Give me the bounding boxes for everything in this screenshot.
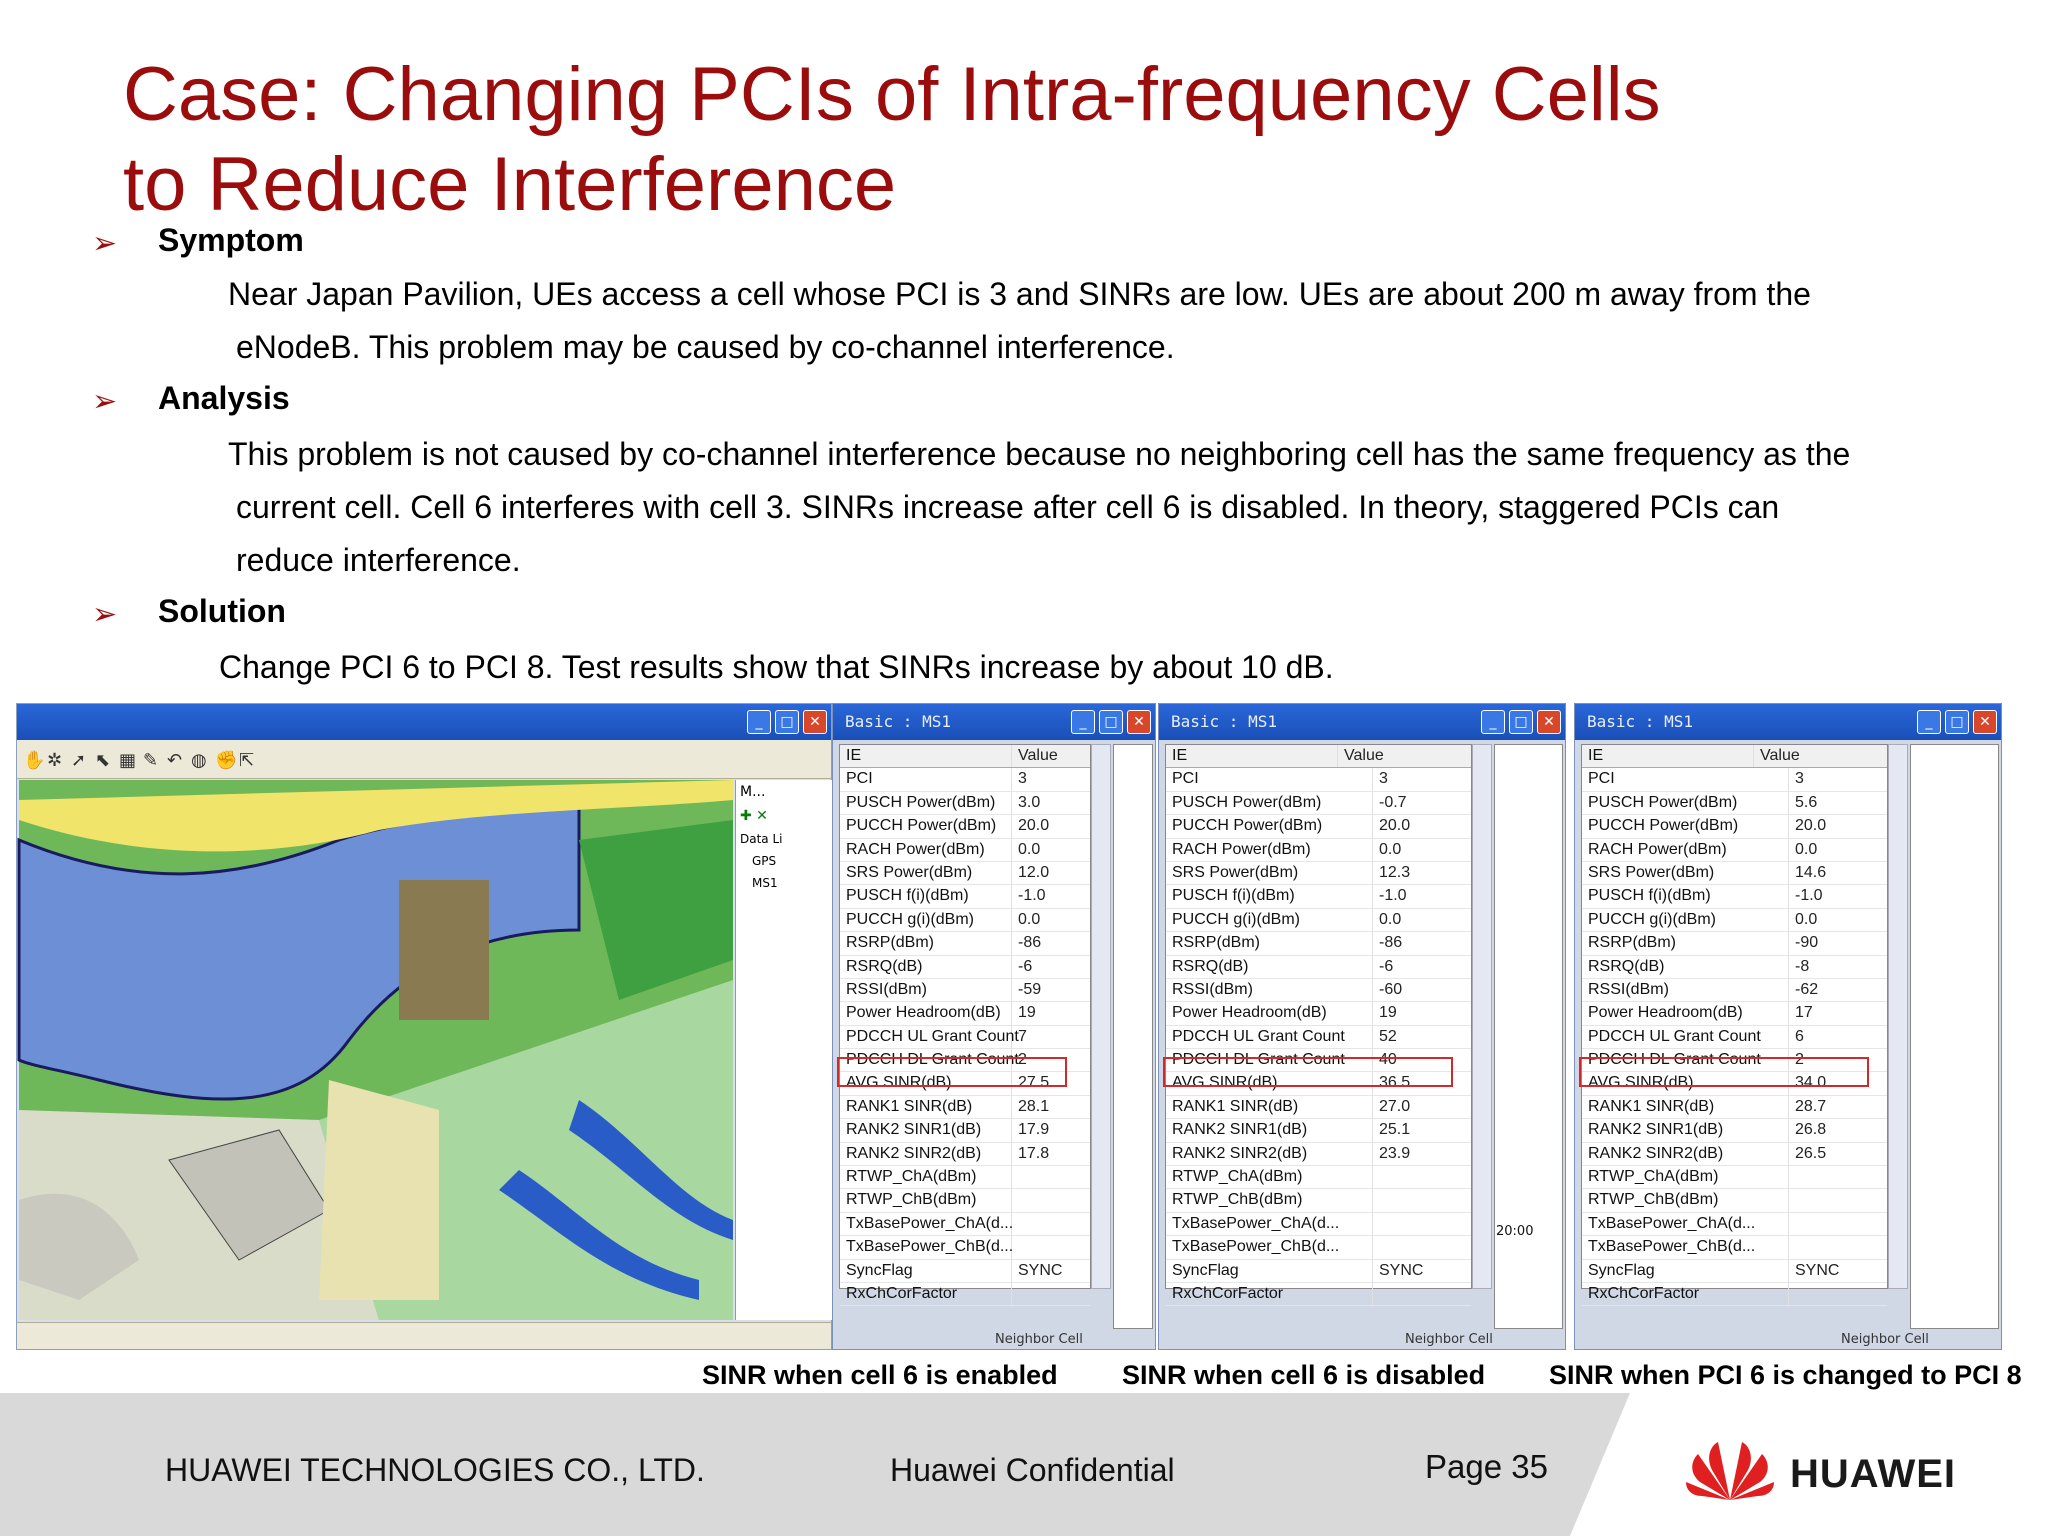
solution-line-1: Change PCI 6 to PCI 8. Test results show that SINRs increase by about 10 dB. (219, 649, 1334, 685)
ie-value-cell: 26.8 (1795, 1121, 1827, 1139)
table-row[interactable] (1582, 1283, 1887, 1306)
ie-name-cell: RxChCorFactor (1582, 1283, 1789, 1305)
ie-name-cell: RANK2 SINR1(dB) (1166, 1119, 1373, 1141)
table-row[interactable] (1166, 909, 1471, 932)
basic-panel-2 (1158, 703, 1566, 1350)
caption-cell6-enabled: SINR when cell 6 is enabled (702, 1360, 1058, 1390)
table-row[interactable] (840, 1119, 1090, 1142)
table-row[interactable] (1166, 1002, 1471, 1025)
ie-name-cell: RANK2 SINR2(dB) (840, 1143, 1012, 1165)
ie-value-cell: 0.0 (1379, 910, 1402, 928)
table-header-row (1166, 745, 1471, 768)
ie-value-cell: 19 (1379, 1004, 1397, 1022)
table-row[interactable] (1582, 1213, 1887, 1236)
bullet-arrow-icon: ➢ (92, 227, 118, 260)
ie-name-cell: RxChCorFactor (1166, 1283, 1373, 1305)
caption-cell6-disabled: SINR when cell 6 is disabled (1122, 1360, 1486, 1390)
column-header-ie[interactable]: IE (840, 745, 1012, 767)
table-row[interactable] (840, 1166, 1090, 1189)
footer-company: HUAWEI TECHNOLOGIES CO., LTD. (165, 1452, 705, 1488)
ie-value-cell: 17.9 (1018, 1121, 1050, 1139)
minimize-icon[interactable]: _ (1071, 710, 1095, 734)
close-icon[interactable]: ✕ (803, 710, 827, 734)
table-row[interactable] (1582, 1026, 1887, 1049)
ie-name-cell: Power Headroom(dB) (1582, 1002, 1789, 1024)
tree-item-gps[interactable]: GPS (752, 854, 777, 868)
table-row[interactable] (840, 1096, 1090, 1119)
ie-value-table (1581, 744, 1888, 1302)
ie-name-cell: PUSCH Power(dBm) (1166, 792, 1373, 814)
map-app-window (16, 703, 832, 1350)
ie-name-cell: RSRP(dBm) (840, 932, 1012, 954)
sinr-trend-graph (1910, 744, 1999, 1329)
ie-name-cell: RACH Power(dBm) (1582, 839, 1789, 861)
ie-name-cell: RTWP_ChA(dBm) (1166, 1166, 1373, 1188)
ie-name-cell: PDCCH UL Grant Count (1166, 1026, 1373, 1048)
maximize-icon[interactable]: □ (1099, 710, 1123, 734)
bullet-arrow-icon: ➢ (92, 598, 118, 631)
avg-sinr-highlight (1163, 1057, 1453, 1087)
ie-value-cell: 2 (1018, 1051, 1027, 1069)
symptom-line-1: Near Japan Pavilion, UEs access a cell whose PCI is 3 and SINRs are low. UEs are about 200 m away from the (228, 276, 1811, 312)
ie-name-cell: RSSI(dBm) (1582, 979, 1789, 1001)
ie-name-cell: PUSCH Power(dBm) (1582, 792, 1789, 814)
ie-name-cell: PDCCH UL Grant Count (840, 1026, 1012, 1048)
ie-value-cell: 0.0 (1018, 910, 1041, 928)
ie-value-cell: 17 (1795, 1004, 1813, 1022)
table-row[interactable] (1166, 815, 1471, 838)
data-tree-pane (735, 780, 846, 1320)
ie-value-cell: -59 (1018, 980, 1042, 998)
footer-page-number: Page 35 (1425, 1448, 1548, 1485)
table-row[interactable] (1166, 1260, 1471, 1283)
ie-value-cell (1012, 1236, 1018, 1258)
ie-value-cell: 20.0 (1018, 817, 1050, 835)
arrow-tool-icon[interactable]: ⇱ (239, 750, 255, 771)
ie-name-cell: PUCCH Power(dBm) (840, 815, 1012, 837)
ie-name-cell: RANK2 SINR1(dB) (1582, 1119, 1789, 1141)
ie-value-cell (1789, 1189, 1795, 1211)
ie-name-cell: PDCCH UL Grant Count (1582, 1026, 1789, 1048)
ie-value-cell: -62 (1795, 980, 1819, 998)
ie-value-cell: -8 (1795, 957, 1810, 975)
ie-name-cell: RACH Power(dBm) (1166, 839, 1373, 861)
ie-name-cell: SRS Power(dBm) (1166, 862, 1373, 884)
table-row[interactable] (1582, 932, 1887, 955)
ie-name-cell: PUSCH f(i)(dBm) (840, 885, 1012, 907)
ie-name-cell: PDCCH DL Grant Count (1582, 1049, 1789, 1071)
table-row[interactable] (840, 956, 1090, 979)
map-view[interactable] (19, 780, 733, 1320)
ie-name-cell: RACH Power(dBm) (840, 839, 1012, 861)
table-row[interactable] (840, 1213, 1090, 1236)
ie-value-cell (1789, 1213, 1795, 1235)
minimize-icon[interactable]: _ (1481, 710, 1505, 734)
basic-panel-3 (1574, 703, 2002, 1350)
table-row[interactable] (840, 839, 1090, 862)
ie-value-cell: 0.0 (1795, 840, 1818, 858)
table-row[interactable] (1166, 885, 1471, 908)
table-row[interactable] (1582, 979, 1887, 1002)
ie-name-cell: TxBasePower_ChB(d... (1582, 1236, 1789, 1258)
table-row[interactable] (1166, 768, 1471, 791)
ie-value-cell: -1.0 (1379, 887, 1407, 905)
symptom-text (228, 268, 2008, 374)
ie-value-cell: 2 (1795, 1051, 1804, 1069)
ie-name-cell: RSRP(dBm) (1582, 932, 1789, 954)
ie-value-cell: -1.0 (1018, 887, 1046, 905)
table-row[interactable] (1582, 1260, 1887, 1283)
ie-name-cell: RxChCorFactor (840, 1283, 1012, 1305)
ie-name-cell: RTWP_ChB(dBm) (1166, 1189, 1373, 1211)
table-row[interactable] (840, 1026, 1090, 1049)
ie-name-cell: Power Headroom(dB) (840, 1002, 1012, 1024)
undo-tool-icon[interactable]: ↶ (167, 750, 183, 771)
ie-name-cell: TxBasePower_ChB(d... (1166, 1236, 1373, 1258)
table-row[interactable] (1166, 979, 1471, 1002)
maximize-icon[interactable]: □ (1945, 710, 1969, 734)
table-row[interactable] (1582, 768, 1887, 791)
ie-value-cell: 5.6 (1795, 793, 1818, 811)
ie-value-cell: 14.6 (1795, 863, 1827, 881)
sinr-trend-graph (1494, 744, 1563, 1329)
ie-value-cell: -6 (1018, 957, 1033, 975)
table-row[interactable] (840, 1283, 1090, 1306)
ie-value-cell (1373, 1189, 1379, 1211)
move-tool-icon[interactable]: ✲ (47, 750, 63, 771)
ie-name-cell: RSSI(dBm) (1166, 979, 1373, 1001)
ie-name-cell: RTWP_ChB(dBm) (1582, 1189, 1789, 1211)
ie-value-cell (1012, 1189, 1018, 1211)
ie-value-cell: -1.0 (1795, 887, 1823, 905)
ie-name-cell: RANK2 SINR2(dB) (1166, 1143, 1373, 1165)
ie-value-cell: 3 (1379, 770, 1388, 788)
ie-name-cell: RSRQ(dB) (1582, 956, 1789, 978)
ie-name-cell: PCI (1582, 768, 1789, 790)
table-row[interactable] (1582, 1189, 1887, 1212)
minimize-icon[interactable]: _ (1917, 710, 1941, 734)
pointer-tool-icon[interactable]: ➚ (71, 750, 87, 771)
footer-logo-text: HUAWEI (1790, 1452, 1956, 1496)
table-row[interactable] (1166, 1283, 1471, 1306)
table-row[interactable] (1582, 885, 1887, 908)
table-row[interactable] (840, 932, 1090, 955)
table-row[interactable] (840, 1260, 1090, 1283)
table-row[interactable] (840, 1002, 1090, 1025)
caption-pci-changed: SINR when PCI 6 is changed to PCI 8 (1549, 1360, 2022, 1390)
table-row[interactable] (1166, 1119, 1471, 1142)
ie-name-cell: SRS Power(dBm) (840, 862, 1012, 884)
table-row[interactable] (1582, 1119, 1887, 1142)
analysis-text (228, 428, 2008, 587)
ie-value-cell: -90 (1795, 934, 1819, 952)
ie-value-cell (1012, 1283, 1018, 1305)
table-row[interactable] (1166, 1143, 1471, 1166)
table-row[interactable] (1166, 1189, 1471, 1212)
tree-item-data[interactable]: Data Li (740, 832, 783, 846)
table-tool-icon[interactable]: ▦ (119, 750, 137, 771)
tree-item-ms1[interactable]: MS1 (752, 876, 778, 890)
ie-value-cell: 26.5 (1795, 1144, 1827, 1162)
title-line-1: Case: Changing PCIs of Intra-frequency Cells (123, 52, 1661, 137)
ie-name-cell: RANK1 SINR(dB) (840, 1096, 1012, 1118)
table-row[interactable] (840, 768, 1090, 791)
ie-name-cell: PDCCH DL Grant Count (840, 1049, 1012, 1071)
avg-sinr-highlight (1579, 1057, 1869, 1087)
avg-sinr-highlight (837, 1057, 1067, 1087)
table-scrollbar[interactable] (1472, 744, 1492, 1289)
ie-value-cell: -86 (1018, 934, 1042, 952)
ie-value-cell: SYNC (1379, 1261, 1424, 1279)
basic-panel-1 (832, 703, 1156, 1350)
huawei-logo-icon (1680, 1430, 1780, 1510)
ie-value-cell: 3 (1018, 770, 1027, 788)
table-row[interactable] (1582, 1236, 1887, 1259)
table-row[interactable] (1582, 815, 1887, 838)
column-header-value[interactable]: Value (1760, 747, 1800, 764)
ie-value-cell: 0.0 (1379, 840, 1402, 858)
bullet-arrow-icon: ➢ (92, 385, 118, 418)
ie-name-cell: PUCCH g(i)(dBm) (1582, 909, 1789, 931)
title-line-2: to Reduce Interference (123, 142, 897, 227)
ie-value-cell (1373, 1283, 1379, 1305)
column-header-ie[interactable]: IE (1166, 745, 1338, 767)
ie-value-cell (1789, 1166, 1795, 1188)
table-row[interactable] (840, 1189, 1090, 1212)
close-icon[interactable]: ✕ (1537, 710, 1561, 734)
ie-value-cell: 52 (1379, 1027, 1397, 1045)
ie-value-cell (1789, 1283, 1795, 1305)
ie-name-cell: AVG SINR(dB) (1582, 1072, 1789, 1094)
column-header-ie[interactable]: IE (1582, 745, 1754, 767)
ie-value-cell: 23.9 (1379, 1144, 1411, 1162)
globe-tool-icon[interactable]: ◍ (191, 750, 207, 771)
ie-name-cell: SRS Power(dBm) (1582, 862, 1789, 884)
table-row[interactable] (840, 909, 1090, 932)
close-icon[interactable]: ✕ (1127, 710, 1151, 734)
table-row[interactable] (1166, 1166, 1471, 1189)
ie-name-cell: TxBasePower_ChB(d... (840, 1236, 1012, 1258)
analysis-line-1: This problem is not caused by co-channel interference because no neighboring cell has the same frequency as the (228, 436, 1851, 472)
maximize-icon[interactable]: □ (775, 710, 799, 734)
ie-name-cell: PUSCH Power(dBm) (840, 792, 1012, 814)
close-icon[interactable]: ✕ (1973, 710, 1997, 734)
basic-panel-title: Basic : MS1 (1587, 712, 1693, 731)
ie-name-cell: PUCCH g(i)(dBm) (1166, 909, 1373, 931)
table-row[interactable] (840, 862, 1090, 885)
ie-value-cell: 20.0 (1795, 817, 1827, 835)
ie-value-cell (1012, 1213, 1018, 1235)
ie-value-table (839, 744, 1091, 1302)
ie-name-cell: TxBasePower_ChA(d... (1582, 1213, 1789, 1235)
ie-name-cell: PCI (840, 768, 1012, 790)
ie-name-cell: RANK2 SINR1(dB) (840, 1119, 1012, 1141)
ie-value-cell: 3.0 (1018, 793, 1041, 811)
ie-name-cell: RSRP(dBm) (1166, 932, 1373, 954)
ie-value-cell: SYNC (1795, 1261, 1840, 1279)
slide-title (123, 50, 1943, 230)
ie-name-cell: AVG SINR(dB) (840, 1072, 1012, 1094)
table-row[interactable] (1166, 1026, 1471, 1049)
ie-value-cell: 6 (1795, 1027, 1804, 1045)
column-header-value[interactable]: Value (1018, 747, 1058, 764)
analysis-heading: Analysis (158, 380, 290, 416)
table-row[interactable] (1582, 862, 1887, 885)
table-header-row (1582, 745, 1887, 768)
basic-panel-title: Basic : MS1 (845, 712, 951, 731)
ie-value-cell (1373, 1213, 1379, 1235)
ie-value-cell (1012, 1166, 1018, 1188)
minimize-icon[interactable]: _ (747, 710, 771, 734)
ie-value-cell: 28.1 (1018, 1097, 1050, 1115)
solution-text (219, 641, 1999, 694)
ie-value-cell: 19 (1018, 1004, 1036, 1022)
table-scrollbar[interactable] (1888, 744, 1908, 1289)
ie-value-cell: 20.0 (1379, 817, 1411, 835)
ie-name-cell: RTWP_ChA(dBm) (840, 1166, 1012, 1188)
table-row[interactable] (1582, 1143, 1887, 1166)
ie-name-cell: RANK1 SINR(dB) (1166, 1096, 1373, 1118)
ie-name-cell: RANK1 SINR(dB) (1582, 1096, 1789, 1118)
ie-value-cell: 0.0 (1018, 840, 1041, 858)
graph-time-label: 20:00 (1496, 1224, 1534, 1239)
table-row[interactable] (840, 979, 1090, 1002)
add-remove-icons[interactable]: ✚ ✕ (740, 808, 768, 824)
ie-name-cell: AVG SINR(dB) (1166, 1072, 1373, 1094)
ie-value-cell: 0.0 (1795, 910, 1818, 928)
ie-name-cell: PCI (1166, 768, 1373, 790)
ie-name-cell: RTWP_ChA(dBm) (1582, 1166, 1789, 1188)
ie-value-cell: 12.0 (1018, 863, 1050, 881)
table-row[interactable] (1166, 792, 1471, 815)
ie-name-cell: TxBasePower_ChA(d... (840, 1213, 1012, 1235)
ie-value-cell: -6 (1379, 957, 1394, 975)
table-row[interactable] (1582, 956, 1887, 979)
table-row[interactable] (840, 792, 1090, 815)
analysis-line-3: reduce interference. (236, 542, 521, 578)
ie-value-cell: 3 (1795, 770, 1804, 788)
ie-name-cell: PUCCH Power(dBm) (1582, 815, 1789, 837)
ie-value-cell (1373, 1166, 1379, 1188)
ie-value-cell: 12.3 (1379, 863, 1411, 881)
neighbor-cell-tab[interactable]: Neighbor Cell (1841, 1332, 1929, 1347)
column-header-value[interactable]: Value (1344, 747, 1384, 764)
ie-value-cell (1373, 1236, 1379, 1258)
map-window-titlebar (17, 704, 831, 740)
table-header-row (840, 745, 1090, 768)
table-row[interactable] (840, 1143, 1090, 1166)
ie-value-cell: 7 (1018, 1027, 1027, 1045)
table-row[interactable] (1582, 1096, 1887, 1119)
ie-value-cell: 17.8 (1018, 1144, 1050, 1162)
basic-panel-titlebar (833, 704, 1155, 740)
ie-name-cell: PUSCH f(i)(dBm) (1582, 885, 1789, 907)
ie-value-cell: -0.7 (1379, 793, 1407, 811)
basic-panel-title: Basic : MS1 (1171, 712, 1277, 731)
ie-name-cell: PUCCH g(i)(dBm) (840, 909, 1012, 931)
ie-value-cell: 28.7 (1795, 1097, 1827, 1115)
table-scrollbar[interactable] (1091, 744, 1111, 1289)
city-map-graphic (19, 780, 733, 1320)
basic-panel-titlebar (1575, 704, 2001, 740)
table-row[interactable] (1582, 909, 1887, 932)
table-row[interactable] (1582, 792, 1887, 815)
maximize-icon[interactable]: □ (1509, 710, 1533, 734)
table-row[interactable] (1166, 932, 1471, 955)
table-row[interactable] (1582, 839, 1887, 862)
neighbor-cell-tab[interactable]: Neighbor Cell (995, 1332, 1083, 1347)
table-row[interactable] (1166, 1213, 1471, 1236)
ie-name-cell: RANK2 SINR2(dB) (1582, 1143, 1789, 1165)
map-toolbar (17, 740, 831, 779)
ie-name-cell: SyncFlag (1582, 1260, 1789, 1282)
table-row[interactable] (1582, 1166, 1887, 1189)
ie-name-cell: PUCCH Power(dBm) (1166, 815, 1373, 837)
ie-value-table (1165, 744, 1472, 1302)
symptom-line-2: eNodeB. This problem may be caused by co-channel interference. (236, 329, 1175, 365)
ie-name-cell: RSSI(dBm) (840, 979, 1012, 1001)
ie-value-cell: SYNC (1018, 1261, 1063, 1279)
table-row[interactable] (1166, 839, 1471, 862)
table-row[interactable] (840, 815, 1090, 838)
ie-name-cell: RSRQ(dB) (840, 956, 1012, 978)
table-row[interactable] (840, 1236, 1090, 1259)
ie-value-cell: 40 (1379, 1051, 1397, 1069)
ie-value-cell: 25.1 (1379, 1121, 1411, 1139)
ie-name-cell: PDCCH DL Grant Count (1166, 1049, 1373, 1071)
ie-value-cell: 34.0 (1795, 1074, 1827, 1092)
basic-panel-titlebar (1159, 704, 1565, 740)
table-row[interactable] (1166, 1236, 1471, 1259)
ie-value-cell: 27.5 (1018, 1074, 1050, 1092)
hand-tool-icon[interactable]: ✋ (23, 750, 46, 771)
select-tool-icon[interactable]: ⬉ (95, 750, 111, 771)
ie-name-cell: Power Headroom(dB) (1166, 1002, 1373, 1024)
ie-value-cell: 27.0 (1379, 1097, 1411, 1115)
map-statusbar (17, 1322, 831, 1349)
symptom-heading: Symptom (158, 222, 304, 258)
pan-tool-icon[interactable]: ✊ (215, 750, 238, 771)
ie-value-cell: -60 (1379, 980, 1403, 998)
table-row[interactable] (1166, 956, 1471, 979)
solution-heading: Solution (158, 593, 286, 629)
ie-name-cell: TxBasePower_ChA(d... (1166, 1213, 1373, 1235)
ie-name-cell: PUSCH f(i)(dBm) (1166, 885, 1373, 907)
neighbor-cell-tab[interactable]: Neighbor Cell (1405, 1332, 1493, 1347)
ie-name-cell: RSRQ(dB) (1166, 956, 1373, 978)
ie-name-cell: RTWP_ChB(dBm) (840, 1189, 1012, 1211)
table-row[interactable] (1166, 862, 1471, 885)
footer-confidential: Huawei Confidential (890, 1452, 1175, 1488)
pen-tool-icon[interactable]: ✎ (143, 750, 159, 771)
table-row[interactable] (1166, 1096, 1471, 1119)
analysis-line-2: current cell. Cell 6 interferes with cell 3. SINRs increase after cell 6 is disabled. In theory, staggered PCIs can (236, 489, 1780, 525)
ie-name-cell: SyncFlag (840, 1260, 1012, 1282)
sinr-trend-graph (1113, 744, 1153, 1329)
tree-pane-header: M... (740, 784, 766, 800)
ie-value-cell (1789, 1236, 1795, 1258)
table-row[interactable] (840, 885, 1090, 908)
ie-name-cell: SyncFlag (1166, 1260, 1373, 1282)
table-row[interactable] (1582, 1002, 1887, 1025)
ie-value-cell: 36.5 (1379, 1074, 1411, 1092)
ie-value-cell: -86 (1379, 934, 1403, 952)
